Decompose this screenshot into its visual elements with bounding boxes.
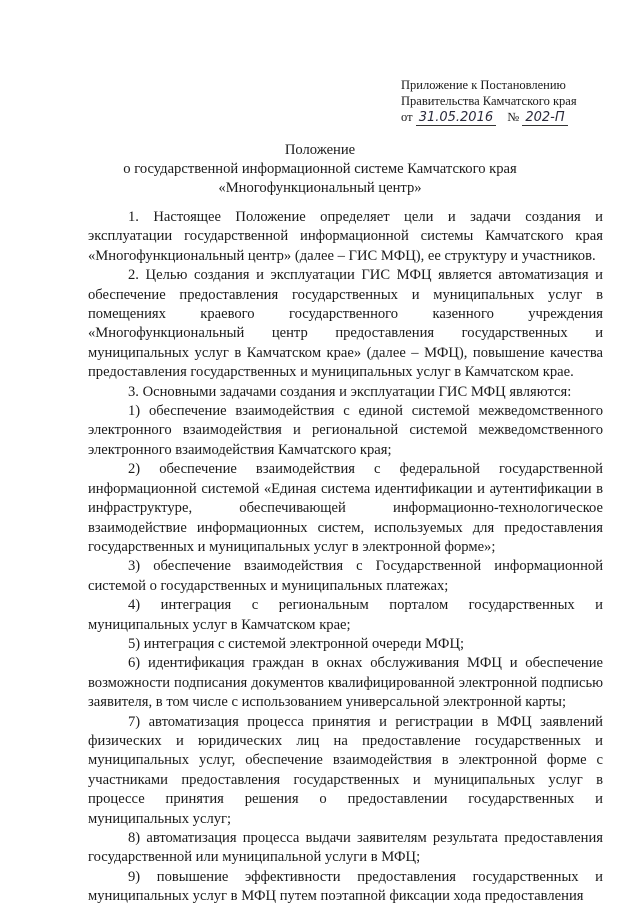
paragraph: 2. Целью создания и эксплуатации ГИС МФЦ является автоматизация и обеспечение предоставления государственных и муниципальных услуг в помещениях краевого государственного казенного учреждения «Многофункциональный центр предоставления государственных и муниципальных услуг в Камчатском крае» (далее – МФЦ), повышение качества предоставления государственных и муниципальных услуг в Камчатском крае. [88,267,603,381]
approval-date-line [401,109,601,126]
title-line-2: о государственной информационной системе Камчатского края [123,161,517,177]
list-item: 4) интеграция с региональным порталом государственных и муниципальных услуг в Камчатском крае; [88,597,603,633]
title-line-1: Положение [284,142,356,158]
approval-from-label: от [401,110,413,124]
list-item: 8) автоматизация процесса выдачи заявителям результата предоставления государственной или муниципальной услуги в МФЦ; [88,830,603,866]
approval-line-2: Правительства Камчатского края [401,94,577,108]
list-item: 3) обеспечение взаимодействия с Государственной информационной системой о государственных и муниципальных платежах; [88,558,603,594]
approval-number-label: № [507,110,520,124]
list-item: 7) автоматизация процесса принятия и регистрации в МФЦ заявлений физических и юридических лиц на предоставление государственных и муниципальных услуг, обеспечение взаимодействия в электронной форме с участниками предоставления государственных и муниципальных услуг в процессе принятия решения о предоставлении государственных и муниципальных услуг; [88,713,603,827]
list-item: 5) интеграция с системой электронной очереди МФЦ; [128,635,465,652]
document-title [0,141,640,198]
approval-date: 31.05.2016 [416,110,496,126]
approval-line-1: Приложение к Постановлению [401,78,566,92]
list-item: 9) повышение эффективности предоставления государственных и муниципальных услуг в МФЦ путем поэтапной фиксации хода предоставления [88,868,603,905]
list-item: 1) обеспечение взаимодействия с единой системой межведомственного электронного взаимодействия и региональной системой межведомственного электронного взаимодействия Камчатского края; [88,403,603,458]
approval-number: 202-П [522,110,567,126]
paragraph: 3. Основными задачами создания и эксплуатации ГИС МФЦ являются: [128,383,572,400]
approval-stamp [401,77,601,126]
document-body [88,208,603,907]
list-item: 2) обеспечение взаимодействия с федеральной государственной информационной системой «Единая система идентификации и аутентификации в инфраструктуре, обеспечивающей информационно-технологическое взаимодействие информационных систем, используемых для предоставления государственных и муниципальных услуг в электронной форме»; [88,461,603,555]
list-item: 6) идентификация граждан в окнах обслуживания МФЦ и обеспечение возможности подписания документов квалифицированной электронной подписью заявителя, в том числе с использованием универсальной электронной карты; [88,655,603,711]
paragraph: 1. Настоящее Положение определяет цели и задачи создания и эксплуатации государственной информационной системы Камчатского края «Многофункциональный центр» (далее – ГИС МФЦ), ее структуру и участников. [88,209,603,264]
title-line-3: «Многофункциональный центр» [218,180,422,196]
